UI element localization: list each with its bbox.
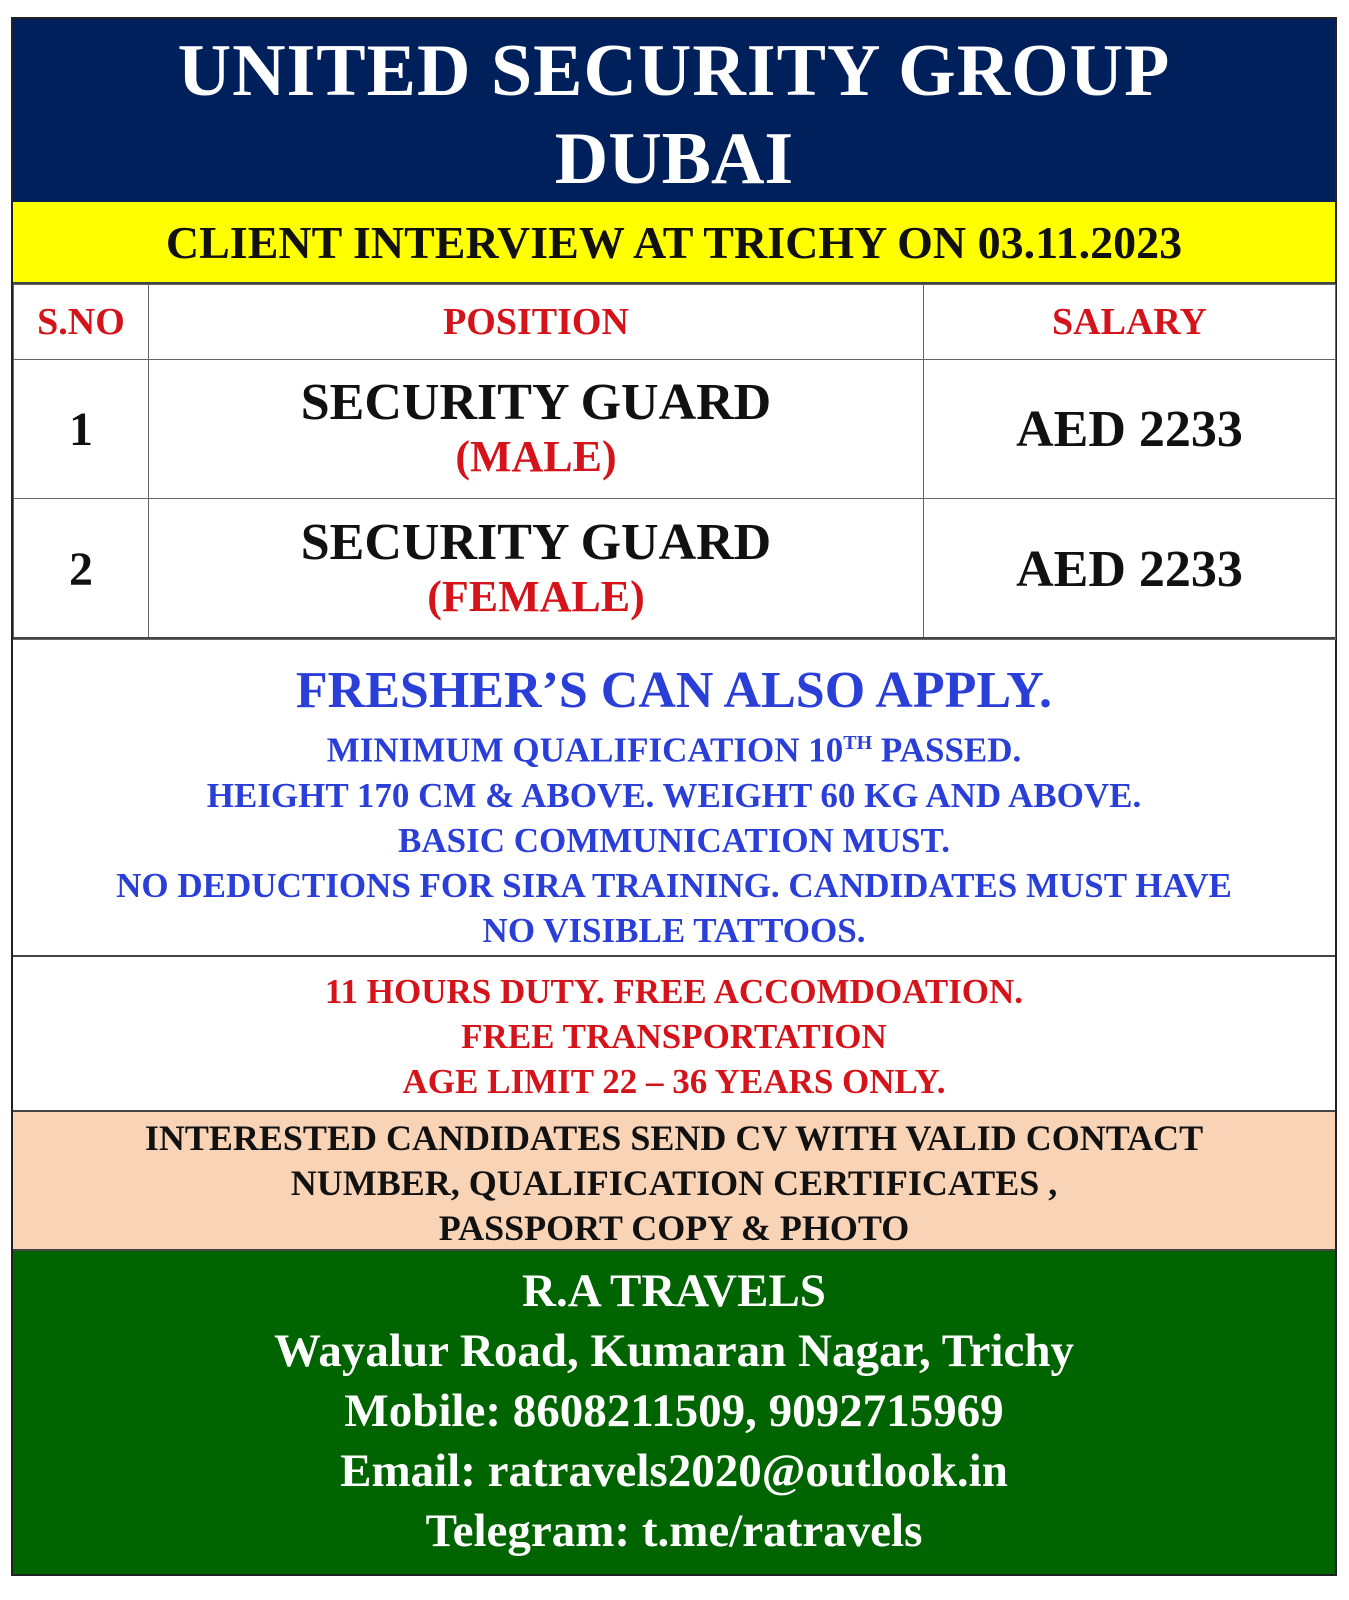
company-header	[13, 19, 1335, 202]
qualification-line	[13, 721, 1335, 773]
job-flyer	[11, 17, 1337, 1576]
requirements-section	[13, 637, 1335, 957]
row-salary: AED 2233	[924, 499, 1336, 640]
interview-banner: CLIENT INTERVIEW AT TRICHY ON 03.11.2023	[13, 202, 1335, 284]
agency-name: R.A TRAVELS	[522, 1265, 826, 1317]
header-position: POSITION	[149, 285, 924, 360]
height-weight-line: HEIGHT 170 CM & ABOVE. WEIGHT 60 KG AND ABOVE.	[206, 775, 1142, 815]
position-gender: (MALE)	[455, 432, 617, 481]
header-salary: SALARY	[924, 285, 1336, 360]
positions-table	[13, 284, 1336, 640]
company-location: DUBAI	[554, 118, 794, 200]
row-position	[149, 499, 924, 640]
freshers-headline: FRESHER’S CAN ALSO APPLY.	[295, 662, 1053, 719]
contact-section	[13, 1251, 1335, 1574]
age-line: AGE LIMIT 22 – 36 YEARS ONLY.	[402, 1062, 946, 1101]
agency-address: Wayalur Road, Kumaran Nagar, Trichy	[274, 1325, 1074, 1377]
row-position	[149, 360, 924, 499]
company-name: UNITED SECURITY GROUP	[177, 30, 1171, 112]
apply-line-1: INTERESTED CANDIDATES SEND CV WITH VALID CONTACT	[144, 1118, 1204, 1158]
apply-section	[13, 1112, 1335, 1251]
row-sno: 1	[14, 360, 149, 499]
agency-telegram: Telegram: t.me/ratravels	[425, 1505, 923, 1557]
tattoo-line: NO VISIBLE TATTOOS.	[482, 910, 866, 950]
benefits-section	[13, 957, 1335, 1112]
position-gender: (FEMALE)	[427, 572, 645, 621]
row-sno: 2	[14, 499, 149, 640]
qualification-sup: TH	[843, 732, 873, 754]
qualification-pre: MINIMUM QUALIFICATION 10	[326, 730, 844, 770]
header-sno: S.NO	[14, 285, 149, 360]
row-salary: AED 2233	[924, 360, 1336, 499]
table-row	[14, 360, 1336, 499]
sira-line: NO DEDUCTIONS FOR SIRA TRAINING. CANDIDATES MUST HAVE	[116, 865, 1232, 905]
position-title: SECURITY GUARD	[300, 374, 772, 431]
table-row	[14, 499, 1336, 640]
communication-line: BASIC COMMUNICATION MUST.	[398, 820, 950, 860]
apply-line-2: NUMBER, QUALIFICATION CERTIFICATES ,	[290, 1163, 1058, 1203]
table-header-row	[14, 285, 1336, 360]
apply-line-3: PASSPORT COPY & PHOTO	[438, 1208, 910, 1248]
agency-email: Email: ratravels2020@outlook.in	[340, 1445, 1008, 1497]
duty-line: 11 HOURS DUTY. FREE ACCOMDOATION.	[324, 972, 1024, 1011]
transport-line: FREE TRANSPORTATION	[461, 1017, 887, 1056]
position-title: SECURITY GUARD	[300, 514, 772, 571]
qualification-post: PASSED.	[872, 730, 1022, 770]
agency-mobile: Mobile: 8608211509, 9092715969	[344, 1385, 1004, 1437]
